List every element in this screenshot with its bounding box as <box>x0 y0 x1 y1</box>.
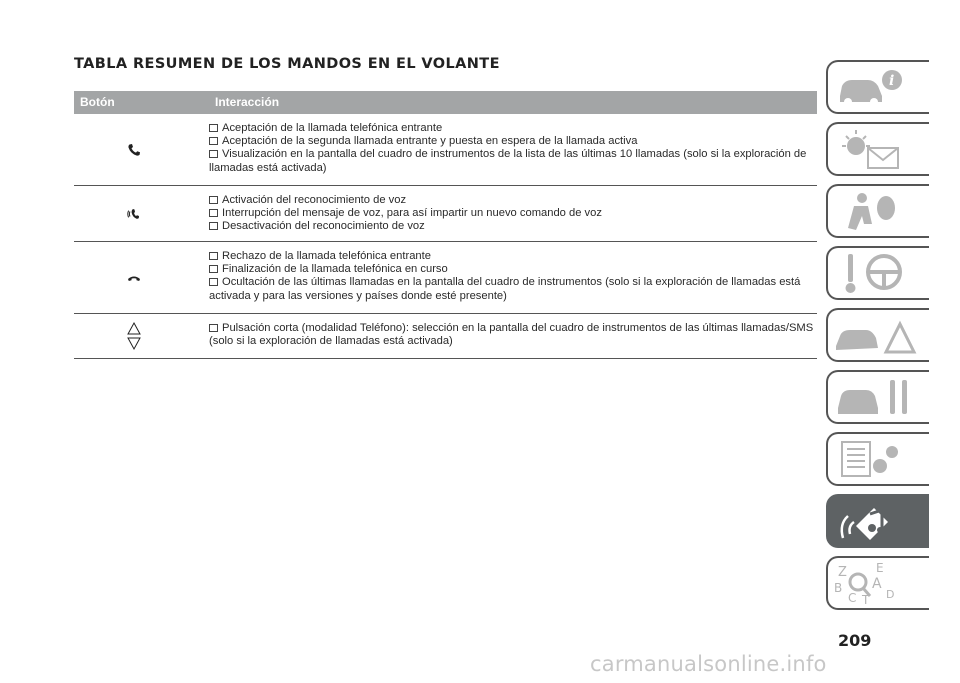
svg-text:B: B <box>834 581 843 595</box>
bullet-icon <box>209 278 218 286</box>
index-icon <box>828 558 928 608</box>
up-down-arrows-icon <box>74 314 194 358</box>
column-header-button: Botón <box>80 95 115 109</box>
bullet-icon <box>209 196 218 204</box>
bullet-icon <box>209 150 218 158</box>
column-header-interaction: Interacción <box>215 95 280 109</box>
list-item: Visualización en la pantalla del cuadro de instrumentos de la lista de las últimas 10 llamadas (solo si la exploración de llamadas está activada) <box>209 148 807 174</box>
bullet-icon <box>209 222 218 230</box>
list-item: Aceptación de la segunda llamada entrante y puesta en espera de la llamada activa <box>209 135 817 148</box>
table-header <box>74 91 817 114</box>
bullet-icon <box>209 137 218 145</box>
warning-lights-icon <box>828 124 928 174</box>
svg-text:C: C <box>848 591 857 605</box>
svg-text:T: T <box>862 593 870 607</box>
svg-text:i: i <box>889 73 895 89</box>
svg-text:A: A <box>872 576 882 592</box>
bullet-icon <box>209 252 218 260</box>
starting-driving-icon <box>828 248 928 298</box>
list-item: Finalización de la llamada telefónica en curso <box>209 263 817 276</box>
table-row <box>74 186 817 242</box>
tab-index[interactable] <box>826 556 929 610</box>
svg-text:Z: Z <box>838 565 847 580</box>
bullet-icon <box>209 265 218 273</box>
svg-text:D: D <box>886 588 895 601</box>
technical-data-icon <box>828 434 928 484</box>
list-item: Interrupción del mensaje de voz, para así impartir un nuevo comando de voz <box>209 207 817 220</box>
tab-warning-lights[interactable] <box>826 122 929 176</box>
tab-multimedia[interactable] <box>826 494 929 548</box>
tab-car-info[interactable] <box>826 60 929 114</box>
emergency-icon <box>828 310 928 360</box>
watermark: carmanualsonline.info <box>590 652 827 676</box>
page-number: 209 <box>838 631 872 650</box>
list-item: Pulsación corta (modalidad Teléfono): selección en la pantalla del cuadro de instrumentos de las últimas llamadas/SMS (solo si la exploración de llamadas está activada) <box>209 322 814 348</box>
phone-hangup-icon <box>74 242 194 313</box>
list-item: Ocultación de las últimas llamadas en la pantalla del cuadro de instrumentos (solo si la exploración de llamadas está activada y para las versiones y países donde esté presente) <box>209 276 801 302</box>
tab-safety[interactable] <box>826 184 929 238</box>
tab-emergency[interactable] <box>826 308 929 362</box>
list-item: Aceptación de la llamada telefónica entrante <box>209 122 817 135</box>
tab-technical-data[interactable] <box>826 432 929 486</box>
table-row <box>74 314 817 359</box>
bullet-icon <box>209 324 218 332</box>
safety-airbag-icon <box>828 186 928 236</box>
voice-command-icon <box>74 186 194 241</box>
page-title: TABLA RESUMEN DE LOS MANDOS EN EL VOLANTE <box>74 56 500 72</box>
svg-text:E: E <box>876 561 884 575</box>
maintenance-icon <box>828 372 928 422</box>
list-item: Rechazo de la llamada telefónica entrante <box>209 250 817 263</box>
multimedia-icon <box>828 496 928 546</box>
tab-starting-driving[interactable] <box>826 246 929 300</box>
list-item: Activación del reconocimiento de voz <box>209 194 817 207</box>
bullet-icon <box>209 124 218 132</box>
table-row <box>74 242 817 314</box>
car-info-icon <box>828 62 928 112</box>
list-item: Desactivación del reconocimiento de voz <box>209 220 817 233</box>
bullet-icon <box>209 209 218 217</box>
table-row <box>74 114 817 186</box>
phone-answer-icon <box>74 114 194 185</box>
tab-maintenance[interactable] <box>826 370 929 424</box>
